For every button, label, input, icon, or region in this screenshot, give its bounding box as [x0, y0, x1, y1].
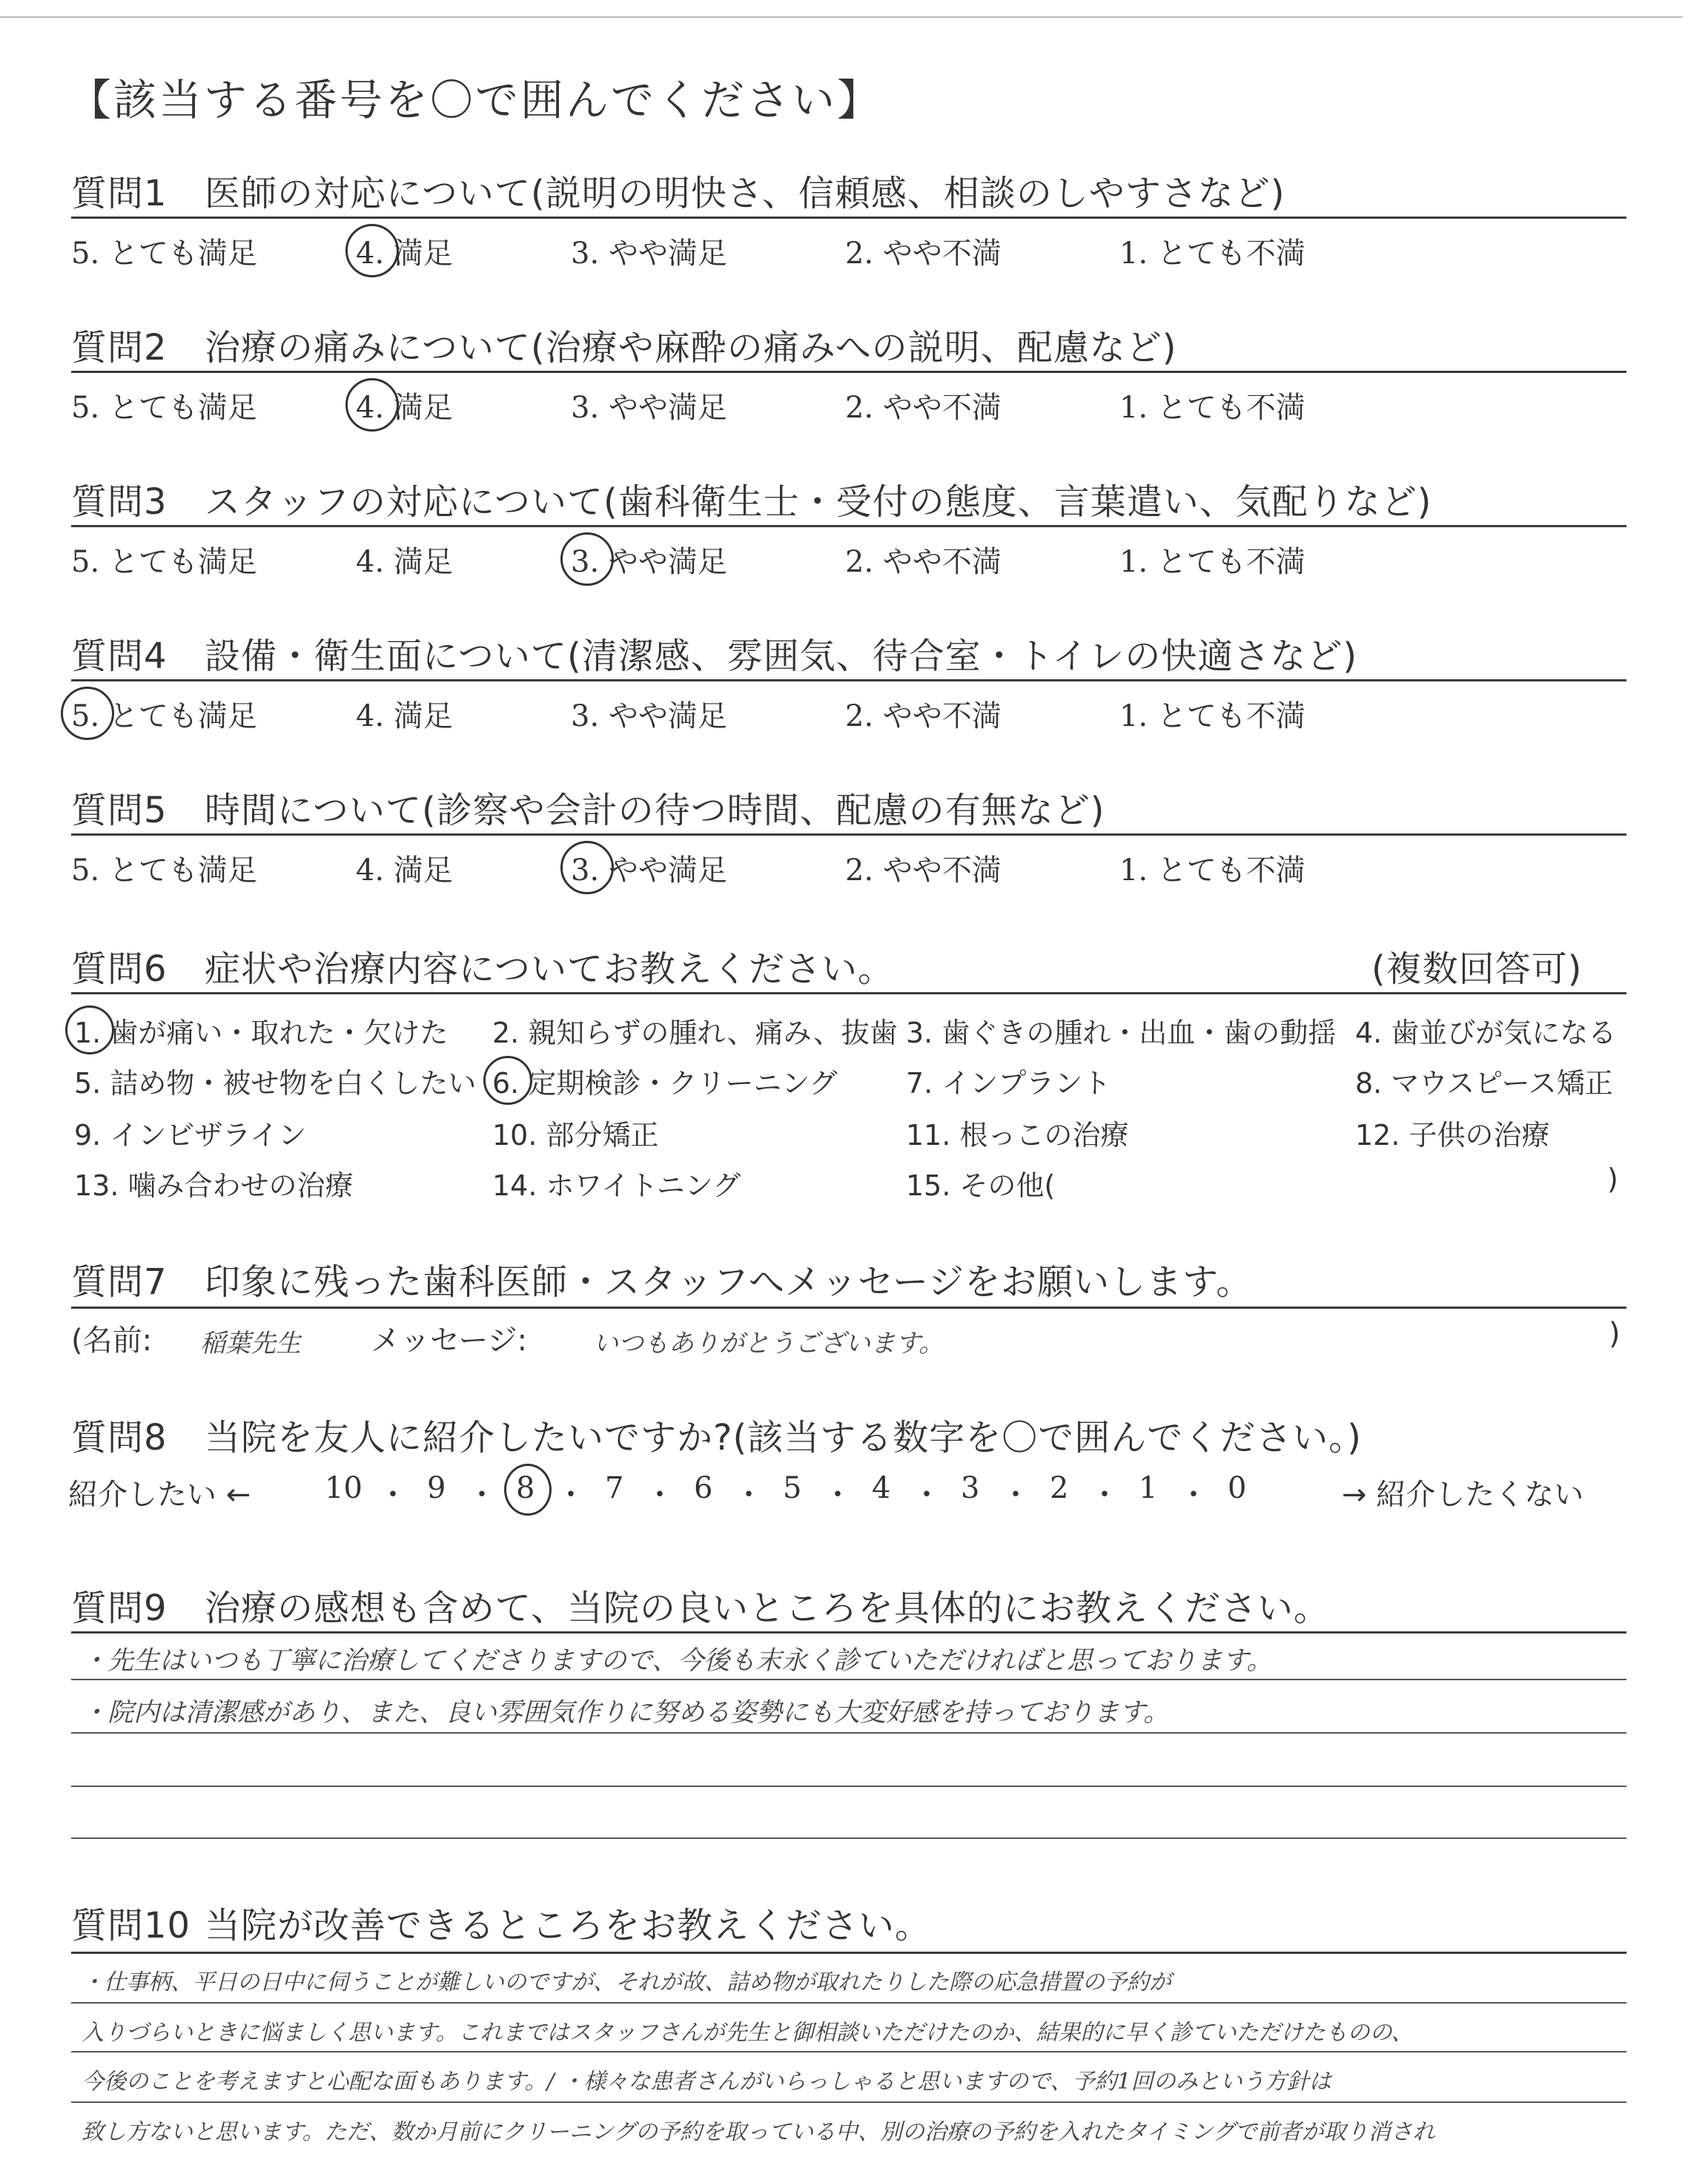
q6-option-close-paren: ): [1607, 1163, 1618, 1195]
q7-text: 印象に残った歯科医師・スタッフへメッセージをお願いします。: [205, 1261, 1253, 1303]
q4-selected-circle: [61, 687, 114, 740]
q10-answer-line-3: 今後のことを考えますと心配な面もあります。/ ・様々な患者さんがいらっしゃると思いますので、予約1回のみという方針は: [82, 2069, 1331, 2095]
q5-text: 時間について(診察や会計の待つ時間、配慮の有無など): [205, 790, 1105, 831]
q4-option-2: 2. やや不満: [845, 699, 1002, 733]
q6-rule: [71, 992, 1626, 994]
q10-writing-rule-1: [71, 2002, 1626, 2004]
q8-scale-separator: ・: [467, 1478, 497, 1512]
q1-option-5: 5. とても満足: [71, 237, 257, 271]
q6-option-4: 4. 歯並びが気になる: [1355, 1017, 1617, 1049]
q4-text: 設備・衛生面について(清潔感、雰囲気、待合室・トイレの快適さなど): [205, 635, 1358, 677]
q9-writing-rule-3: [71, 1786, 1626, 1787]
q6-option-3: 3. 歯ぐきの腫れ・出血・歯の動揺: [906, 1017, 1337, 1049]
q1-option-1: 1. とても不満: [1119, 237, 1305, 271]
q8-left-label: 紹介したい ←: [68, 1478, 251, 1512]
q3-label: 質問3: [71, 481, 168, 523]
q8-scale-separator: ・: [734, 1478, 764, 1512]
q8-scale-8: 8: [516, 1471, 535, 1505]
q2-label: 質問2: [71, 327, 168, 369]
q1-option-4: 4. 満足: [356, 237, 453, 271]
q10-text: 当院が改善できるところをお教えください。: [205, 1905, 932, 1946]
q3-rule: [71, 525, 1626, 527]
q9-label: 質問9: [71, 1588, 168, 1629]
q6-text: 症状や治療内容についてお教えください。: [205, 948, 895, 990]
q8-scale-separator: ・: [1001, 1478, 1030, 1512]
q9-writing-rule-4: [71, 1837, 1626, 1839]
q8-text: 当院を友人に紹介したいですか?(該当する数字を〇で囲んでください。): [205, 1417, 1362, 1459]
q9-rule: [71, 1631, 1626, 1634]
q8-scale-separator: ・: [823, 1478, 853, 1512]
q4-option-3: 3. やや満足: [571, 699, 727, 733]
q1-option-2: 2. やや不満: [845, 237, 1002, 271]
q4-option-1: 1. とても不満: [1119, 699, 1305, 733]
q5-option-3: 3. やや満足: [571, 853, 727, 888]
q6-option-13: 13. 噛み合わせの治療: [74, 1169, 354, 1202]
q9-writing-rule-2: [71, 1732, 1626, 1734]
q10-writing-rule-3: [71, 2101, 1626, 2103]
instruction-heading: 【該当する番号を〇で囲んでください】: [68, 75, 883, 125]
q8-scale-0: 0: [1228, 1471, 1247, 1505]
q9-text: 治療の感想も含めて、当院の良いところを具体的にお教えください。: [205, 1588, 1331, 1629]
q6-option-11: 11. 根っこの治療: [906, 1119, 1129, 1152]
q9-answer-line-2: ・院内は清潔感があり、また、良い雰囲気作りに努める姿勢にも大変好感を持っております。: [82, 1698, 1170, 1728]
q6-label: 質問6: [71, 948, 168, 990]
q4-option-5: 5. とても満足: [71, 699, 257, 733]
q7-message-label: メッセージ:: [371, 1324, 528, 1358]
q6-option-7: 7. インプラント: [906, 1067, 1111, 1100]
q2-option-2: 2. やや不満: [845, 391, 1002, 425]
q5-option-5: 5. とても満足: [71, 853, 257, 888]
q8-right-label: → 紹介したくない: [1342, 1478, 1584, 1512]
q8-scale-1: 1: [1139, 1471, 1158, 1505]
q1-option-3: 3. やや満足: [571, 237, 727, 271]
q6-option-5: 5. 詰め物・被せ物を白くしたい: [74, 1067, 477, 1100]
q5-selected-circle: [560, 841, 614, 894]
q9-answer-line-1: ・先生はいつも丁寧に治療してくださりますので、今後も末永く診ていただければと思っております。: [82, 1646, 1273, 1676]
q2-text: 治療の痛みについて(治療や麻酔の痛みへの説明、配慮など): [205, 327, 1177, 369]
q8-scale-10: 10: [325, 1471, 363, 1505]
q8-scale-3: 3: [961, 1471, 980, 1505]
q6-option-14: 14. ホワイトニング: [492, 1169, 741, 1202]
q5-option-2: 2. やや不満: [845, 853, 1002, 888]
q6-selected-circle-6: [483, 1056, 532, 1105]
q3-text: スタッフの対応について(歯科衛生士・受付の態度、言葉遣い、気配りなど): [205, 481, 1432, 523]
q8-scale-separator: ・: [556, 1478, 586, 1512]
q10-answer-line-1: ・仕事柄、平日の日中に伺うことが難しいのですが、それが故、詰め物が取れたりした際の応急措置の予約が: [82, 1969, 1171, 1995]
q7-close-paren: ): [1609, 1317, 1621, 1351]
q2-rule: [71, 371, 1626, 373]
q4-option-4: 4. 満足: [356, 699, 453, 733]
scan-edge-line: [0, 16, 1683, 18]
q8-label: 質問8: [71, 1417, 168, 1459]
q4-rule: [71, 679, 1626, 681]
q2-option-4: 4. 満足: [356, 391, 453, 425]
q5-label: 質問5: [71, 790, 168, 831]
q6-option-8: 8. マウスピース矯正: [1355, 1067, 1613, 1100]
q8-scale-separator: ・: [1090, 1478, 1119, 1512]
q8-scale-separator: ・: [912, 1478, 941, 1512]
q3-option-1: 1. とても不満: [1119, 545, 1305, 579]
q5-option-4: 4. 満足: [356, 853, 453, 888]
q10-writing-rule-2: [71, 2051, 1626, 2052]
q2-option-3: 3. やや満足: [571, 391, 727, 425]
q8-selected-circle: [504, 1464, 552, 1516]
q8-scale-separator: ・: [378, 1478, 408, 1512]
q2-option-5: 5. とても満足: [71, 391, 257, 425]
q5-rule: [71, 833, 1626, 836]
q4-label: 質問4: [71, 635, 168, 677]
q6-option-2: 2. 親知らずの腫れ、痛み、抜歯: [492, 1017, 898, 1049]
q1-label: 質問1: [71, 173, 168, 214]
q2-selected-circle: [345, 378, 399, 432]
q6-option-6: 6. 定期検診・クリーニング: [492, 1067, 838, 1100]
q10-rule: [71, 1952, 1626, 1954]
q6-option-12: 12. 子供の治療: [1355, 1119, 1550, 1152]
q7-name-value: 稲葉先生: [200, 1329, 301, 1358]
q3-option-4: 4. 満足: [356, 545, 453, 579]
q8-scale-4: 4: [872, 1471, 891, 1505]
q8-scale-7: 7: [605, 1471, 624, 1505]
q10-answer-line-4: 致し方ないと思います。ただ、数か月前にクリーニングの予約を取っている中、別の治療の予約を入れたタイミングで前者が取り消され: [82, 2119, 1435, 2145]
q8-scale-5: 5: [783, 1471, 802, 1505]
q10-answer-line-2: 入りづらいときに悩ましく思います。これまではスタッフさんが先生と御相談いただけたのか、結果的に早く診ていただけたものの、: [82, 2020, 1414, 2046]
q6-option-10: 10. 部分矯正: [492, 1119, 659, 1152]
q3-option-2: 2. やや不満: [845, 545, 1002, 579]
q7-name-label: (名前:: [71, 1324, 153, 1358]
q8-scale-2: 2: [1050, 1471, 1069, 1505]
q7-rule: [71, 1307, 1626, 1309]
q9-writing-rule-1: [71, 1679, 1626, 1680]
q3-option-3: 3. やや満足: [571, 545, 727, 579]
q3-option-5: 5. とても満足: [71, 545, 257, 579]
q6-option-15: 15. その他(: [906, 1169, 1056, 1202]
q1-text: 医師の対応について(説明の明快さ、信頼感、相談のしやすさなど): [205, 173, 1285, 214]
q8-scale-9: 9: [427, 1471, 446, 1505]
q8-scale-separator: ・: [1179, 1478, 1208, 1512]
q8-scale-separator: ・: [645, 1478, 675, 1512]
q1-selected-circle: [345, 224, 399, 277]
q5-option-1: 1. とても不満: [1119, 853, 1305, 888]
q6-note: (複数回答可): [1371, 948, 1583, 990]
q10-label: 質問10: [71, 1905, 191, 1946]
q6-selected-circle-1: [65, 1005, 114, 1054]
q6-option-9: 9. インビザライン: [74, 1119, 307, 1152]
q8-scale-6: 6: [694, 1471, 713, 1505]
q1-rule: [71, 217, 1626, 219]
q6-option-1: 1. 歯が痛い・取れた・欠けた: [74, 1017, 448, 1049]
q7-message-value: いつもありがとうございます。: [593, 1329, 944, 1358]
q7-label: 質問7: [71, 1261, 168, 1303]
q3-selected-circle: [560, 532, 614, 586]
q2-option-1: 1. とても不満: [1119, 391, 1305, 425]
